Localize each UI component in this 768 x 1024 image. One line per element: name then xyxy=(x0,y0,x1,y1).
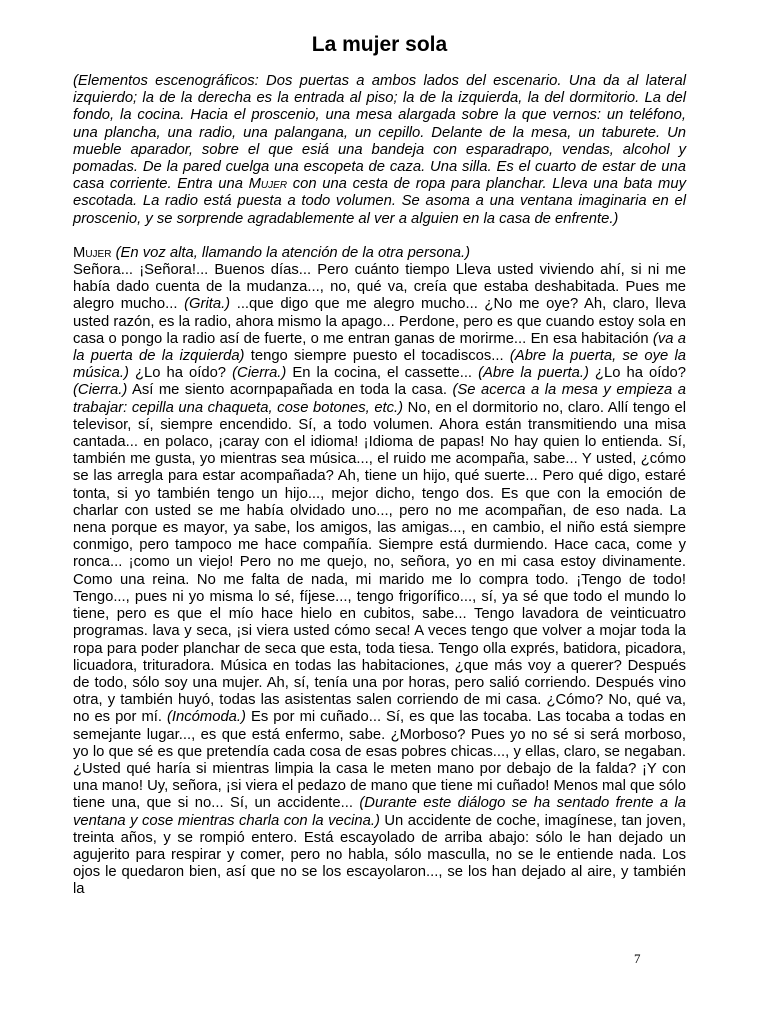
dialogue-text: En la cocina, el cassette... xyxy=(286,365,479,382)
speaker-direction: (En voz alta, llamando la atención de la otra persona.) xyxy=(111,244,471,261)
speaker-line xyxy=(73,245,686,262)
dialogue-text: Señora... ¡Señora!... Buenos días... Pero cuánto tiempo Lleva usted viviendo ahí, si ni me había dado cuenta de la mudanza..., no, qué va, creía que estaba deshabitada. Pues me alegro mucho... xyxy=(73,262,686,313)
dialogue-text: ¿Lo ha oído? xyxy=(128,365,233,382)
inline-stage-direction: (Se acerca a la mesa y empieza a trabajar: cepilla una chaqueta, cose botones, etc.) xyxy=(73,382,687,416)
play-title: La mujer sola xyxy=(311,33,448,56)
inline-stage-direction: (Grita.) xyxy=(184,296,231,313)
inline-stage-direction: (Cierra.) xyxy=(232,365,287,382)
inline-stage-direction: (Cierra.) xyxy=(73,382,128,399)
inline-stage-direction: (Abre la puerta.) xyxy=(478,365,589,382)
dialogue-text: Así me siento acornpapañada en toda la casa. xyxy=(127,382,453,399)
inline-stage-direction: (va a la puerta de la izquierda) xyxy=(73,330,686,365)
paragraph-spacer xyxy=(73,228,686,245)
stage-intro-character: Mujer xyxy=(248,176,288,193)
stage-directions-intro xyxy=(73,73,686,228)
dialogue-text: tengo siempre puesto el tocadiscos... xyxy=(244,348,510,365)
dialogue-text: Un accidente de coche, imagínese, tan joven, treinta años, y se rompió entero. Está escayolado de arriba abajo: sólo le han dejado un agujerito para respirar y comer, pero no habla, sólo masculla, no se le entiende nada. Los ojos le quedaron bien, así que no se los escayolaron..., se los han dejado al aire, y también la xyxy=(73,812,686,898)
dialogue-text: Es por mi cuñado... Sí, es que las tocaba. Las tocaba a todas en semejante lugar..., es que está enfermo, sabe. ¿Morboso? Pues yo no sé si será morboso, yo lo que sé es que pretendía cada cosa de esas pobres chicas..., y ellas, claro, se negaban. ¿Usted qué haría si mientras limpia la casa le meten mano por debajo de la falda? ¡Y con una mano! Uy, señora, ¡si viera el pedazo de mano que tiene mi cuñado! Menos mal que sólo tiene una, que si no... Sí, un accidente... xyxy=(73,709,687,812)
inline-stage-direction: (Durante este diálogo se ha sentado frente a la ventana y cose mientras charla con la vecina.) xyxy=(73,795,686,829)
dialogue-text: ¿Lo ha oído? xyxy=(588,365,687,382)
inline-stage-direction: (Incómoda.) xyxy=(167,709,246,726)
stage-intro-text: (Elementos escenográficos: Dos puertas a ambos lados del escenario. Una da al lateral izquierdo; la de la derecha es la entrada al piso; la de la izquierda, la del dormitorio. La del fondo, la cocina. Hacia el proscenio, una mesa alargada sobre la que vernos: un teléfono, una plancha, una radio, una palangana, un cepillo. Delante de la mesa, un taburete. Un mueble aparador, sobre el que esiá una bandeja con esparadrapo, vendas, alcohol y pomadas. De la pared cuelga una escopeta de caza. Una silla. Es el cuarto de estar de una casa corriente. Entra una xyxy=(73,73,686,193)
dialogue-text: No, en el dormitorio no, claro. Allí tengo el televisor, sí, siempre encendido. Sí, a todo volumen. Ahora están transmitiendo una misa cantada... en polaco, ¡caray con el idioma! ¡Idioma de papas! No hay quien lo entienda. Sí, también me gusta, yo mientras sea música..., el ruido me acompaña, sabe... Y usted, ¿cómo se las arregla para estar acompañada? Ah, tiene un hijo, qué suerte... Pero qué digo, estaré tonta, si yo también tengo un hijo..., mejor dicho, tengo dos. Es que con la emoción de charlar con usted se me había olvidado uno..., pero no me acompañan, de eso nada. La nena porque es mayor, ya sabe, los amigos, las amigas..., en cambio, el niño está siempre conmigo, pero tampoco me hace compañía. Siempre está durmiendo. Hace caca, come y ronca... ¡como un viejo! Pero no me quejo, no, señora, yo en mi casa estoy divinamente. Como una reina. No me falta de nada, mi marido me lo compra todo. ¡Tengo de todo! Tengo..., pues ni yo misma lo sé, fíjese..., tengo frigorífico..., sí, ya sé que todo el mundo lo tiene, pero es que el mío hace hielo en cubitos, sabe... Tengo lavadora de veinticuatro programas. lava y seca, ¡si viera usted cómo seca! A veces tengo que volver a mojar toda la ropa para poder planchar de seca que esta, toda tiesa. Tengo olla exprés, batidora, picadora, licuadora, trituradora. Música en todas las habitaciones, ¿que más voy a querer? Después de todo, sólo soy una mujer. Ah, sí, tenía una por horas, pero salió corriendo. Después vino otra, y también huyó, todas las asistentas salen corriendo de mi casa. ¿Cómo? No, qué va, no es por mí. xyxy=(73,399,686,726)
inline-stage-direction: (Abre la puerta, se oye la música.) xyxy=(73,348,686,382)
dialogue-text: ...que digo que me alegro mucho... ¿No me oye? Ah, claro, lleva usted razón, es la radio, ahora mismo la apago... Perdone, pero es que cuando estoy sola en casa o pongo la radio así de fuerte, o me entran ganas de morirme... En esa habitación xyxy=(73,296,686,347)
stage-intro-text-end: con una cesta de ropa para planchar. Lleva una bata muy escotada. La radio está puesta a todo volumen. Se asoma a una ventana imaginaria en el proscenio, y se sorprende agradablemente al ver a alguien en la casa de enfrente.) xyxy=(73,176,686,227)
monologue-paragraph xyxy=(73,262,686,899)
document-page xyxy=(73,30,686,899)
page-number: 7 xyxy=(634,951,641,966)
speaker-name: Mujer xyxy=(73,244,112,261)
